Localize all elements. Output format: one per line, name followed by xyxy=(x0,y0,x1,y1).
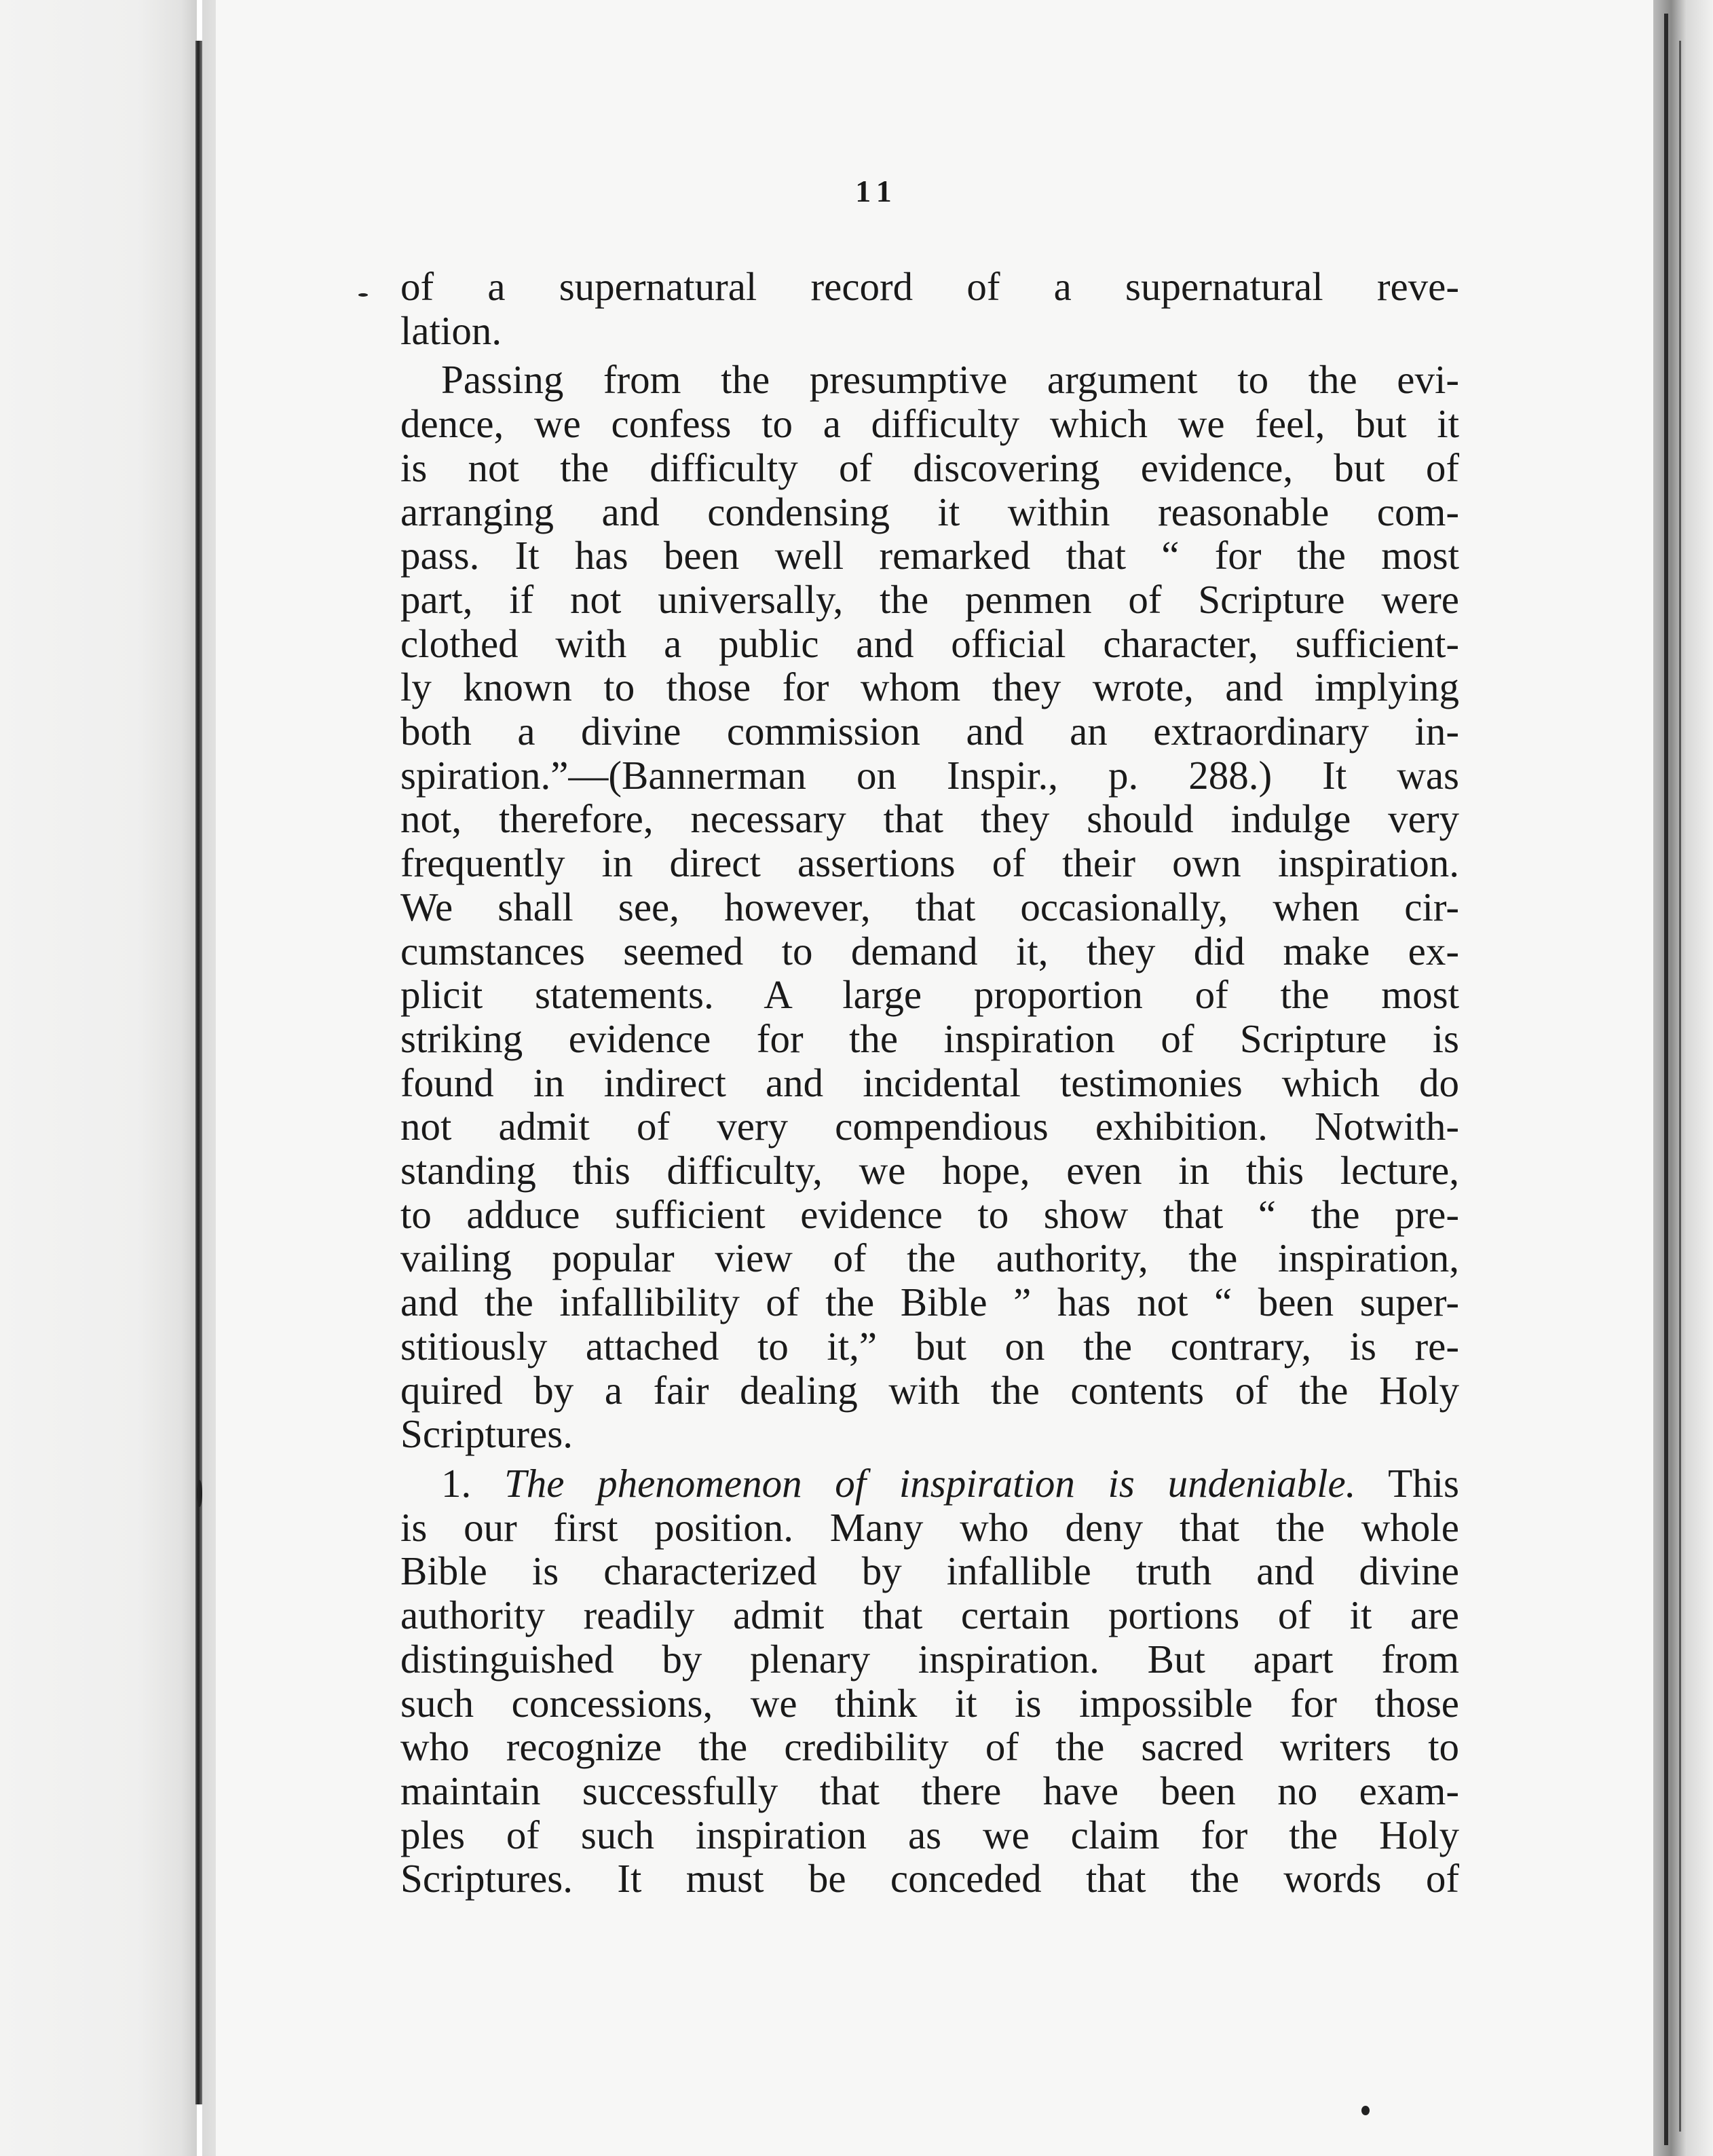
binding-edge-line xyxy=(1664,14,1668,2145)
section-lead-line xyxy=(400,1462,1459,1506)
text-line: plicit statements. A large proportion of the most xyxy=(400,972,1459,1018)
ink-speck xyxy=(358,293,368,297)
text-line: ly known to those for whom they wrote, and implying xyxy=(400,665,1459,710)
text-line: vailing popular view of the authority, the inspiration, xyxy=(400,1235,1459,1281)
paragraph-1 xyxy=(400,265,1459,352)
text-line: such concessions, we think it is impossible for those xyxy=(400,1680,1459,1726)
text-line: quired by a fair dealing with the contents of the Holy xyxy=(400,1367,1459,1413)
text-line: is our first position. Many who deny that the whole xyxy=(400,1504,1459,1550)
text-line: stitiously attached to it,” but on the contrary, is re- xyxy=(400,1323,1459,1369)
book-right-edge xyxy=(1653,0,1713,2156)
text-line: spiration.”—(Bannerman on Inspir., p. 288.) It was xyxy=(400,752,1459,798)
text-line: Passing from the presumptive argument to the evi- xyxy=(441,357,1459,403)
lead-rest: This xyxy=(1355,1460,1460,1506)
paragraph-3 xyxy=(400,1462,1459,1901)
text-line: dence, we confess to a difficulty which we feel, but it xyxy=(400,401,1459,447)
section-heading-italic: The phenomenon of inspiration is undeniable. xyxy=(504,1460,1356,1506)
text-line: We shall see, however, that occasionally, when cir- xyxy=(400,884,1459,929)
text-line: authority readily admit that certain portions of it are xyxy=(400,1593,1459,1638)
text-line: distinguished by plenary inspiration. But apart from xyxy=(400,1636,1459,1681)
text-line: pass. It has been well remarked that “ for the most xyxy=(400,533,1459,578)
text-line: standing this difficulty, we hope, even in this lecture, xyxy=(400,1148,1459,1193)
text-line: Scriptures. It must be conceded that the words of xyxy=(400,1856,1459,1901)
body-text xyxy=(400,265,1459,1901)
text-line: who recognize the credibility of the sacred writers to xyxy=(400,1724,1459,1770)
text-line: maintain successfully that there have been no exam- xyxy=(400,1768,1459,1813)
text-line: frequently in direct assertions of their own inspiration. xyxy=(400,840,1459,886)
text-line: ples of such inspiration as we claim for the Holy xyxy=(400,1812,1459,1857)
text-line: found in indirect and incidental testimonies which do xyxy=(400,1060,1459,1105)
text-line: part, if not universally, the penmen of Scripture were xyxy=(400,576,1459,622)
text-line: is not the difficulty of discovering evidence, but of xyxy=(400,445,1459,490)
binding-edge-line-inner xyxy=(1679,41,1681,2132)
facing-blank-page xyxy=(0,0,197,2156)
text-line: cumstances seemed to demand it, they did make ex- xyxy=(400,928,1459,973)
text-line: to adduce sufficient evidence to show that “ the pre- xyxy=(400,1191,1459,1237)
text-line: and the infallibility of the Bible ” has not “ been super- xyxy=(400,1280,1459,1325)
text-line: lation. xyxy=(400,308,502,353)
text-line: arranging and condensing it within reasonable com- xyxy=(400,489,1459,534)
ink-speck xyxy=(1361,2106,1370,2115)
page-number: 11 xyxy=(855,174,899,208)
paragraph-2 xyxy=(400,358,1459,1456)
text-line: not, therefore, necessary that they should indulge very xyxy=(400,796,1459,842)
text-line: of a supernatural record of a supernatural reve- xyxy=(400,264,1459,309)
text-line: Scriptures. xyxy=(400,1411,573,1457)
ink-speck xyxy=(197,1480,202,1507)
book-gutter xyxy=(195,41,202,2104)
text-line: Bible is characterized by infallible truth and divine xyxy=(400,1548,1459,1594)
text-line: not admit of very compendious exhibition. Notwith- xyxy=(400,1104,1459,1149)
text-line: striking evidence for the inspiration of Scripture is xyxy=(400,1016,1459,1061)
section-number: 1. xyxy=(441,1460,472,1506)
text-line: both a divine commission and an extraordinary in- xyxy=(400,709,1459,754)
text-line: clothed with a public and official character, sufficient- xyxy=(400,620,1459,666)
